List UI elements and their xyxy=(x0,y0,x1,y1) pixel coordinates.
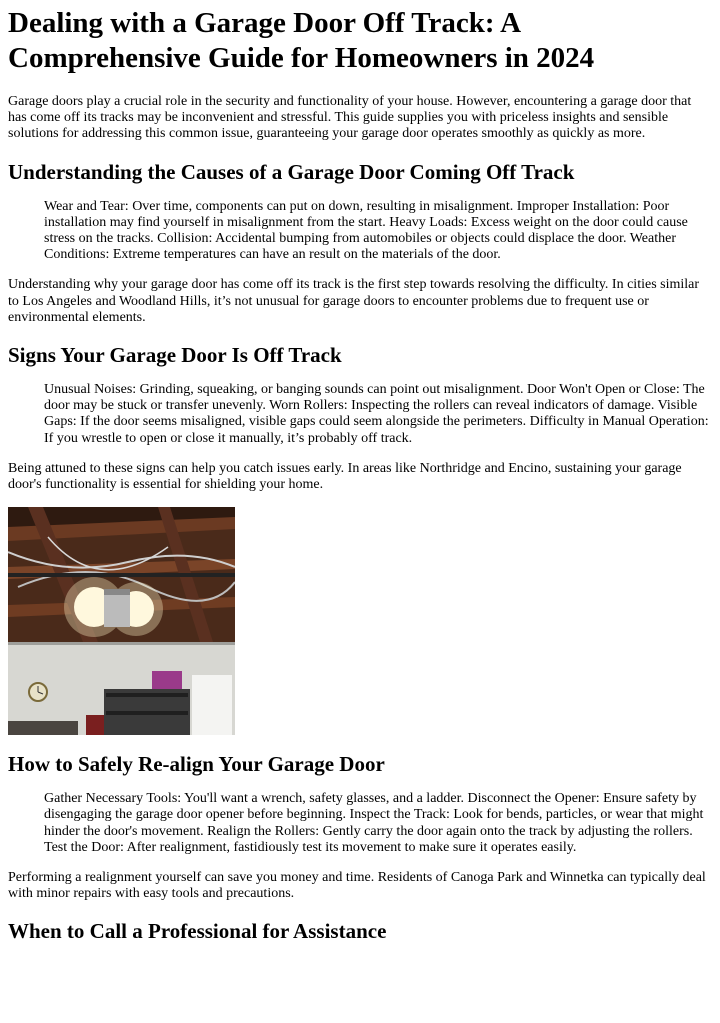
section-heading-signs: Signs Your Garage Door Is Off Track xyxy=(8,343,342,368)
realign-paragraph: Performing a realignment yourself can save you money and time. Residents of Canoga Park and Winnetka can typically deal with minor repairs with easy tools and precautions. xyxy=(8,870,706,902)
causes-list: Wear and Tear: Over time, components can put on down, resulting in misalignment. Improper Installation: Poor installation may find yourself in misalignment from the start. Heavy Loads: Excess weight on the door could cause stress on the tracks. Collision: Accidental bumping from automobiles or objects could displace the door. Weather Conditions: Extreme temperatures can have an result on the materials of the door. xyxy=(44,198,688,263)
realign-steps: Gather Necessary Tools: You'll want a wrench, safety glasses, and a ladder. Disconnect the Opener: Ensure safety by disengaging the garage door opener before beginning. Inspect the Track: Look for bends, particles, or wear that might hinder the door's movement. Realign the Rollers: Gently carry the door again onto the track by adjusting the rollers. Test the Door: After realignment, fastidiously test its movement to make sure it operates easily. xyxy=(44,791,704,855)
signs-paragraph: Being attuned to these signs can help you catch issues early. In areas like Northridge and Encino, sustaining your garage door's functionality is essential for shielding your home. xyxy=(8,460,682,493)
page-title: Dealing with a Garage Door Off Track: A Comprehensive Guide for Homeowners in 2024 xyxy=(8,7,595,74)
garage-photo xyxy=(8,507,235,735)
section-heading-causes: Understanding the Causes of a Garage Door Coming Off Track xyxy=(8,159,575,184)
article xyxy=(0,6,720,944)
causes-paragraph: Understanding why your garage door has come off its track is the first step towards resolving the difficulty. In cities similar to Los Angeles and Woodland Hills, it’s not unusual for garage doors to encounter problems due to frequent use or environmental elements. xyxy=(8,277,700,325)
signs-list: Unusual Noises: Grinding, squeaking, or banging sounds can point out misalignment. Door Won't Open or Close: The door may be stuck or transfer unevenly. Worn Rollers: Inspecting the rollers can reveal indicators of damage. Visible Gaps: If the door seems misaligned, visible gaps could seem alongside the perimeters. Difficulty in Manual Operation: If you wrestle to open or close it manually, it’s probably off track. xyxy=(44,382,709,446)
section-heading-realign: How to Safely Re-align Your Garage Door xyxy=(8,752,385,777)
garage-opener-illustration xyxy=(8,507,235,735)
intro-paragraph: Garage doors play a crucial role in the security and functionality of your house. However, encountering a garage door that has come off its tracks may be inconvenient and stressful. This guide supplies you with priceless insights and sensible solutions for addressing this common issue, guaranteeing your garage door operates smoothly as quickly as more. xyxy=(8,94,692,142)
section-heading-professional: When to Call a Professional for Assistance xyxy=(8,919,387,944)
